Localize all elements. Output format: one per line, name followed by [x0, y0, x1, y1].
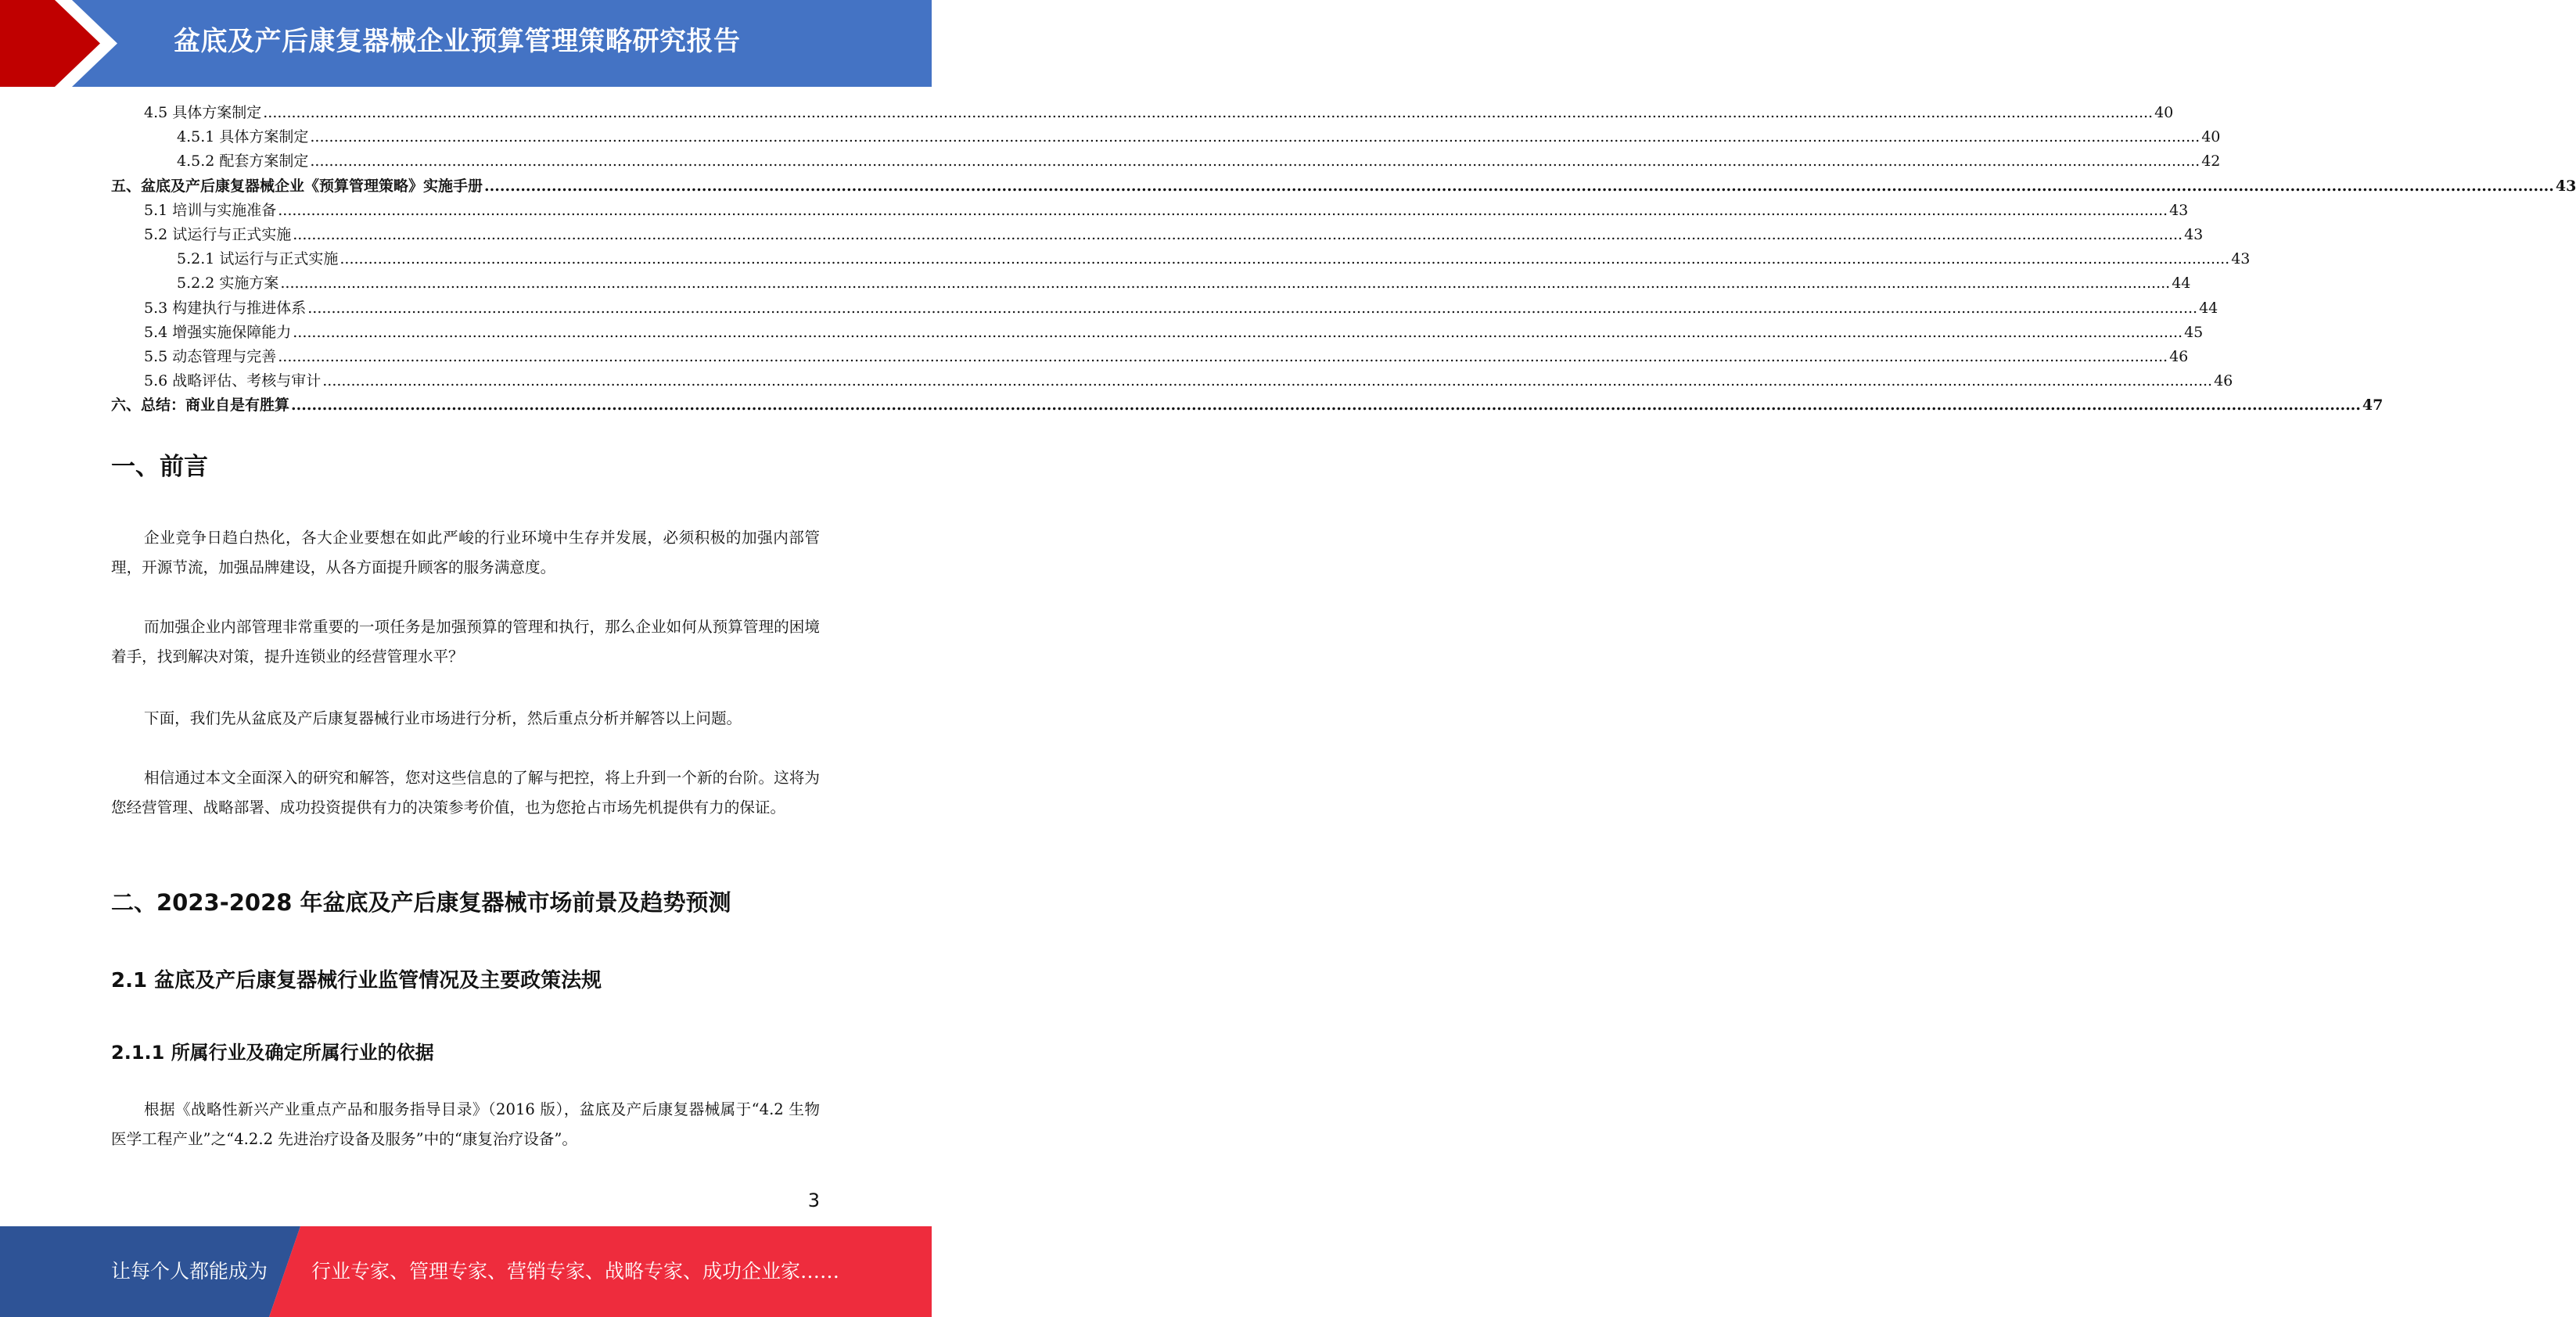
page-footer [0, 1226, 932, 1317]
toc-entry-label: 5.2.2 实施方案 [177, 275, 279, 292]
toc-entry-label: 5.2.1 试运行与正式实施 [177, 250, 339, 268]
toc-entry-page: 45 [2184, 323, 2204, 341]
toc-entry[interactable] [111, 101, 2174, 125]
toc-entry[interactable] [111, 223, 2204, 247]
footer-slogan-left: 让每个人都能成为 [111, 1260, 268, 1283]
table-of-contents [111, 101, 2576, 418]
preface-paragraph-4: 相信通过本文全面深入的研究和解答，您对这些信息的了解与把控，将上升到一个新的台阶。这将为您经营管理、战略部署、成功投资提供有力的决策参考价值，也为您抢占市场先机提供有力的保证。 [111, 769, 820, 816]
toc-entry-page: 43 [2184, 225, 2204, 243]
section-heading-market-forecast: 二、2023-2028 年盆底及产后康复器械市场前景及趋势预测 [111, 889, 731, 916]
toc-leader-dots: ................................................................................................................................................................................................................................................................................................................................................................................................................ [307, 299, 2198, 317]
toc-entry-page: 42 [2201, 153, 2221, 170]
toc-leader-dots: ................................................................................................................................................................................................................................................................................................................................................................................................................ [310, 153, 2201, 170]
subsubsection-heading-industry-basis: 2.1.1 所属行业及确定所属行业的依据 [111, 1042, 434, 1064]
page-header [0, 0, 932, 87]
toc-entry-page: 40 [2154, 104, 2174, 121]
toc-entry[interactable] [111, 247, 2251, 271]
report-title: 盆底及产后康复器械企业预算管理策略研究报告 [174, 26, 741, 57]
toc-leader-dots: ................................................................................................................................................................................................................................................................................................................................................................................................................ [278, 201, 2168, 219]
toc-entry-page: 44 [2199, 299, 2219, 317]
toc-entry[interactable] [111, 393, 2384, 418]
toc-entry-page: 46 [2214, 372, 2233, 390]
toc-leader-dots: ................................................................................................................................................................................................................................................................................................................................................................................................................ [293, 323, 2183, 341]
toc-entry[interactable] [111, 321, 2204, 345]
toc-entry[interactable] [111, 199, 2189, 223]
toc-entry-page: 43 [2169, 201, 2189, 219]
toc-entry-page: 43 [2555, 177, 2576, 195]
footer-slogan-right: 行业专家、管理专家、营销专家、战略专家、成功企业家…… [311, 1260, 840, 1283]
toc-entry-label: 六、总结：商业自是有胜算 [111, 397, 290, 414]
toc-leader-dots: ................................................................................................................................................................................................................................................................................................................................................................................................................ [484, 177, 2554, 195]
subsection-heading-regulation: 2.1 盆底及产后康复器械行业监管情况及主要政策法规 [111, 969, 602, 992]
toc-leader-dots: ................................................................................................................................................................................................................................................................................................................................................................................................................ [310, 128, 2201, 146]
toc-entry-label: 5.2 试运行与正式实施 [144, 225, 292, 243]
toc-entry[interactable] [111, 369, 2233, 393]
toc-entry-label: 5.4 增强实施保障能力 [144, 323, 292, 341]
toc-entry-label: 4.5 具体方案制定 [144, 104, 262, 121]
toc-leader-dots: ................................................................................................................................................................................................................................................................................................................................................................................................................ [278, 347, 2168, 365]
preface-paragraph-2: 而加强企业内部管理非常重要的一项任务是加强预算的管理和执行，那么企业如何从预算管理的困境着手，找到解决对策，提升连锁业的经营管理水平？ [111, 618, 820, 666]
toc-entry[interactable] [111, 125, 2221, 149]
toc-entry[interactable] [111, 345, 2189, 369]
toc-entry[interactable] [111, 271, 2191, 296]
toc-entry-page: 43 [2231, 250, 2251, 268]
toc-entry[interactable] [111, 174, 2576, 199]
toc-entry-label: 4.5.1 具体方案制定 [177, 128, 309, 146]
toc-entry-label: 5.5 动态管理与完善 [144, 347, 277, 365]
toc-entry-label: 4.5.2 配套方案制定 [177, 153, 309, 170]
toc-entry-page: 40 [2201, 128, 2221, 146]
toc-leader-dots: ................................................................................................................................................................................................................................................................................................................................................................................................................ [322, 372, 2213, 390]
page-number: 3 [807, 1190, 820, 1211]
toc-entry-label: 5.6 战略评估、考核与审计 [144, 372, 322, 390]
toc-entry-label: 5.1 培训与实施准备 [144, 201, 277, 219]
industry-basis-paragraph: 根据《战略性新兴产业重点产品和服务指导目录》（2016 版），盆底及产后康复器械属于“4.2 生物医学工程产业”之“4.2.2 先进治疗设备及服务”中的“康复治疗设备”。 [111, 1100, 820, 1148]
toc-leader-dots: ................................................................................................................................................................................................................................................................................................................................................................................................................ [291, 397, 2361, 414]
toc-entry-label: 5.3 构建执行与推进体系 [144, 299, 307, 317]
preface-paragraph-1: 企业竞争日趋白热化，各大企业要想在如此严峻的行业环境中生存并发展，必须积极的加强内部管理，开源节流，加强品牌建设，从各方面提升顾客的服务满意度。 [111, 529, 820, 576]
toc-leader-dots: ................................................................................................................................................................................................................................................................................................................................................................................................................ [280, 275, 2171, 292]
toc-entry-label: 五、盆底及产后康复器械企业《预算管理策略》实施手册 [111, 177, 483, 195]
section-heading-preface: 一、前言 [111, 453, 208, 481]
toc-entry[interactable] [111, 149, 2221, 174]
toc-entry-page: 44 [2172, 275, 2191, 292]
toc-entry-page: 47 [2362, 397, 2384, 414]
toc-leader-dots: ................................................................................................................................................................................................................................................................................................................................................................................................................ [340, 250, 2230, 268]
toc-entry-page: 46 [2169, 347, 2189, 365]
toc-leader-dots: ................................................................................................................................................................................................................................................................................................................................................................................................................ [293, 225, 2183, 243]
preface-paragraph-3: 下面，我们先从盆底及产后康复器械行业市场进行分析，然后重点分析并解答以上问题。 [144, 709, 742, 727]
toc-entry[interactable] [111, 296, 2219, 321]
toc-leader-dots: ................................................................................................................................................................................................................................................................................................................................................................................................................ [263, 104, 2154, 121]
